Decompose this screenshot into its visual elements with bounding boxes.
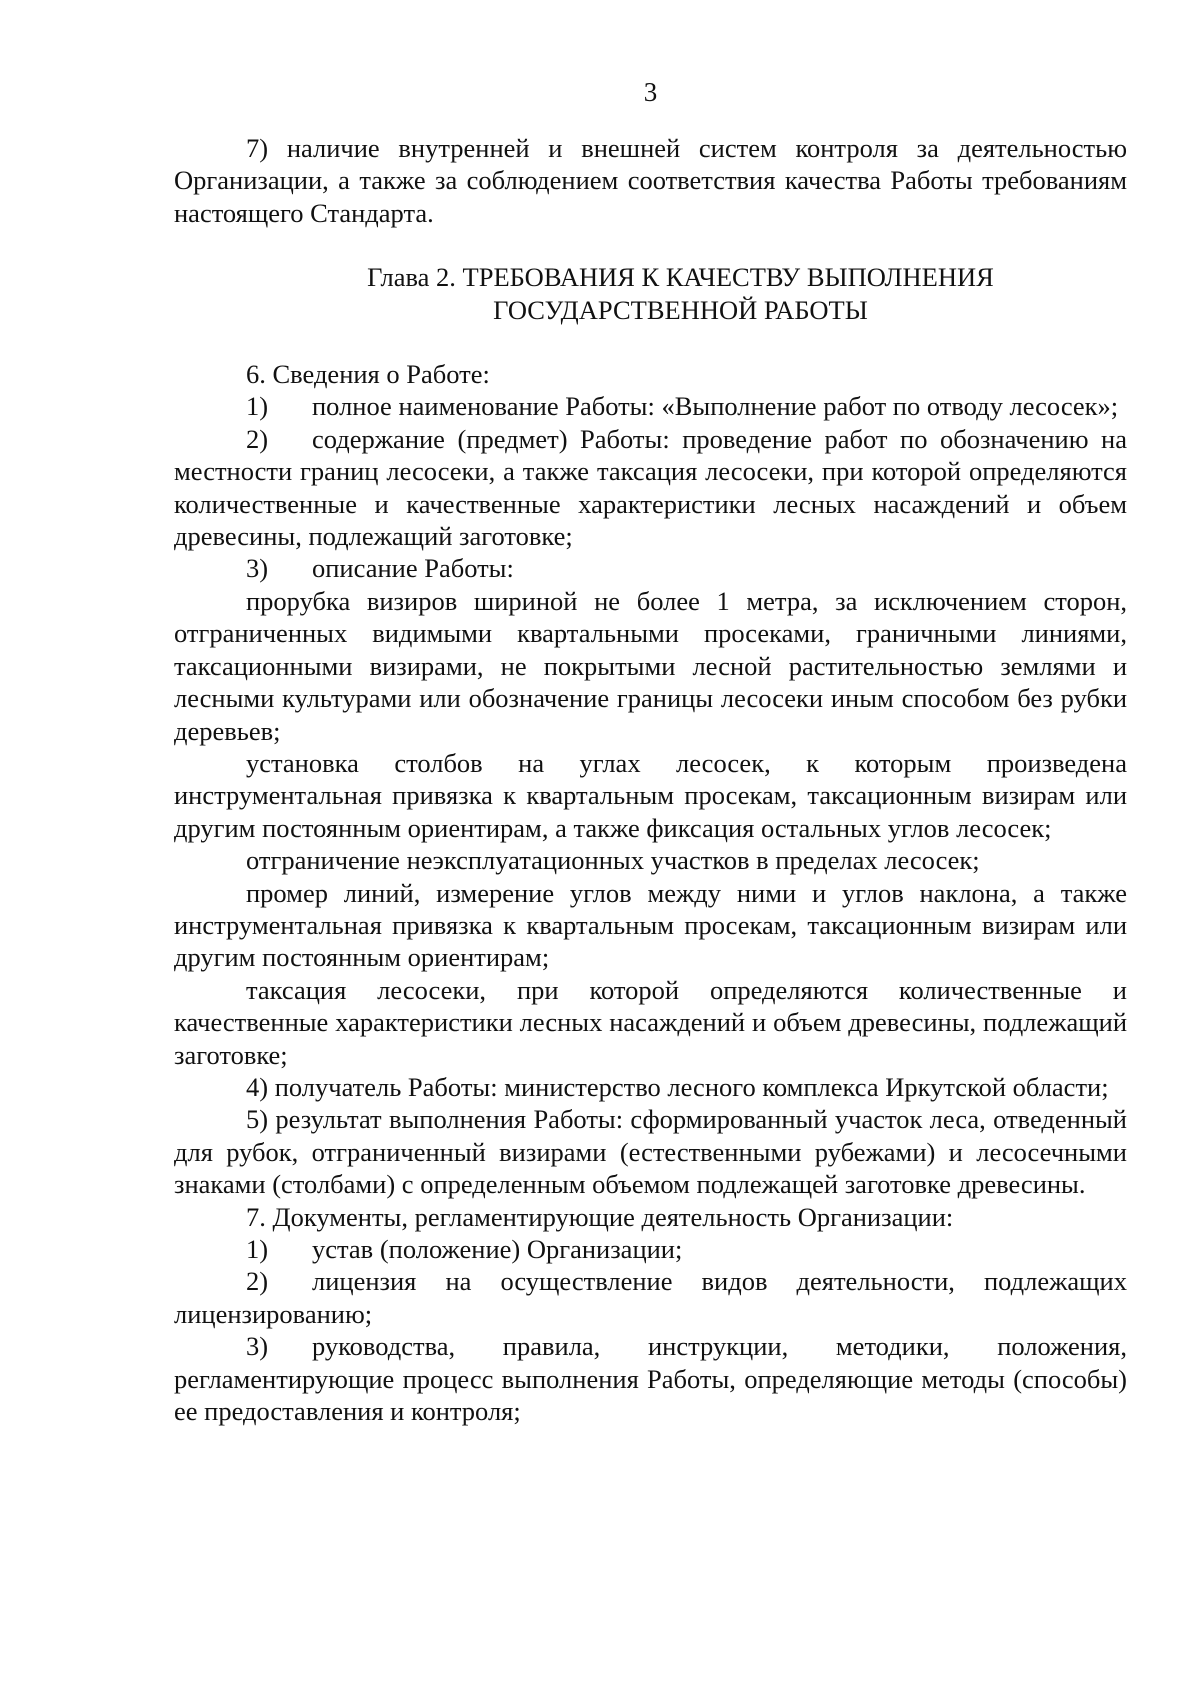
section7-heading: 7. Документы, регламентирующие деятельность Организации: [246,1201,954,1232]
intro-paragraph [174,132,1127,229]
section7-item-2-number: 2) [246,1266,269,1297]
section7-item-3 [174,1330,1127,1427]
section6-item-3-text: описание Работы: [312,553,514,584]
section6-heading: 6. Сведения о Работе: [246,359,490,390]
description-paragraph: таксация лесосеки, при которой определяются количественные и качественные характеристики лесных насаждений и объем древесины, подлежащий заготовке; [174,974,1127,1070]
chapter-heading-line1: Глава 2. ТРЕБОВАНИЯ К КАЧЕСТВУ ВЫПОЛНЕНИЯ [367,262,994,293]
chapter-heading-line2: ГОСУДАРСТВЕННОЙ РАБОТЫ [493,294,868,325]
chapter-heading [174,261,1127,326]
section6-item-2-number: 2) [246,423,269,454]
section6-item-5: 5) результат выполнения Работы: сформированный участок леса, отведенный для рубок, отграниченный визирами (естественными рубежами) и лесосечными знаками (столбами) с определенным объемом подлежащей заготовке древесины. [174,1104,1127,1200]
section7-item-1-text: устав (положение) Организации; [312,1234,683,1264]
section7-item-2-text: лицензия на осуществление видов деятельности, подлежащих лицензированию; [174,1266,1127,1329]
section6-item-4: 4) получатель Работы: министерство лесного комплекса Иркутской области; [246,1071,1109,1102]
page-number: 3 [643,77,658,107]
section7-item-1-number: 1) [246,1234,269,1264]
section7-item-1 [174,1233,1127,1265]
section7-item-3-text: руководства, правила, инструкции, методики, положения, регламентирующие процесс выполнения Работы, определяющие методы (способы) ее предоставления и контроля; [174,1331,1127,1427]
intro-number: 7) [246,133,269,163]
description-paragraph: установка столбов на углах лесосек, к которым произведена инструментальная привязка к квартальным просекам, таксационным визирам или другим постоянным ориентирам, а также фиксация остальных углов лесосек; [174,747,1127,843]
section6-item-3-number: 3) [246,553,269,584]
section6-item-2-text: содержание (предмет) Работы: проведение работ по обозначению на местности границ лесосеки, а также таксация лесосеки, при которой определяются количественные и качественные характеристики лесных насаждений и объем древесины, подлежащий заготовке; [174,423,1127,552]
section6-item-1-number: 1) [246,391,269,422]
section6-item-1-text: полное наименование Работы: «Выполнение работ по отводу лесосек»; [312,391,1119,422]
section7-item-3-number: 3) [246,1331,269,1362]
intro-text: наличие внутренней и внешней систем контроля за деятельностью Организации, а также за соблюдением соответствия качества Работы требованиям настоящего Стандарта. [174,133,1127,228]
section6-item-3 [174,552,1127,584]
section6-item-2 [174,423,1127,553]
description-paragraph: промер линий, измерение углов между ними и углов наклона, а также инструментальная привязка к квартальным просекам, таксационным визирам или другим постоянным ориентирам; [174,877,1127,973]
description-paragraph: прорубка визиров шириной не более 1 метра, за исключением сторон, отграниченных видимыми квартальными просеками, граничными линиями, таксационными визирами, не покрытыми лесной растительностью землями и лесными культурами или обозначение границы лесосеки иным способом без рубки деревьев; [174,585,1127,746]
section6-item-1 [174,390,1127,422]
description-paragraph: отграничение неэксплуатационных участков в пределах лесосек; [246,845,980,876]
section7-item-2 [174,1265,1127,1330]
